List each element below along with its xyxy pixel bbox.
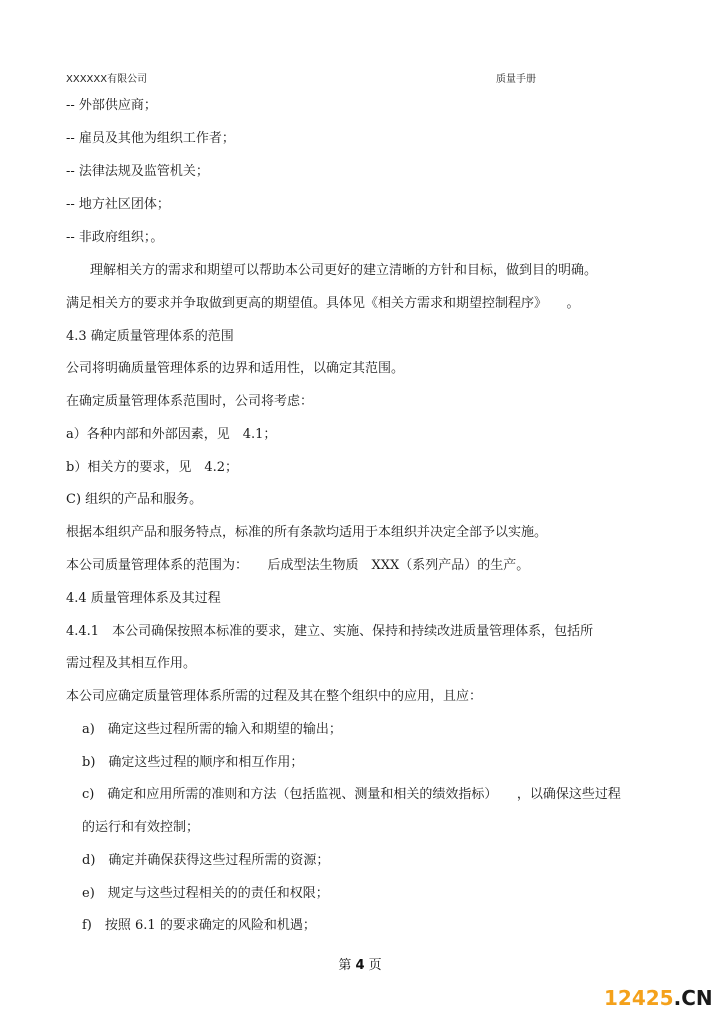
list-item: b) 确定这些过程的顺序和相互作用；: [82, 755, 304, 770]
text-line: -- 外部供应商；: [66, 98, 157, 113]
page-number-suffix: 页: [364, 958, 382, 973]
list-item: a) 确定这些过程所需的输入和期望的输出；: [82, 722, 342, 737]
text-line: 4.4.1 本公司确保按照本标准的要求，建立、实施、保持和持续改进质量管理体系，包括所: [66, 624, 594, 639]
list-item: d) 确定并确保获得这些过程所需的资源；: [82, 853, 330, 868]
page-number: [0, 954, 720, 973]
text-line: 满足相关方的要求并争取做到更高的期望值。具体见《相关方需求和期望控制程序》 。: [66, 296, 580, 311]
text-line: -- 地方社区团体；: [66, 197, 170, 212]
page-number-prefix: 第: [338, 958, 356, 973]
page-number-value: 4: [355, 958, 365, 973]
watermark-dot: .: [673, 986, 682, 1010]
watermark-logo: [604, 986, 713, 1010]
list-item: C) 组织的产品和服务。: [66, 492, 203, 507]
section-heading: 4.4 质量管理体系及其过程: [66, 591, 221, 606]
text-line: 理解相关方的需求和期望可以帮助本公司更好的建立清晰的方针和目标，做到目的明确。: [90, 263, 598, 278]
watermark-tld: CN: [681, 986, 713, 1010]
header-company: XXXXXX有限公司: [66, 74, 148, 85]
text-line: 在确定质量管理体系范围时，公司将考虑：: [66, 394, 314, 409]
text-line: -- 非政府组织；。: [66, 230, 164, 245]
text-line: 根据本组织产品和服务特点，标准的所有条款均适用于本组织并决定全部予以实施。: [66, 525, 548, 540]
list-item: b）相关方的要求，见 4.2；: [66, 460, 238, 475]
watermark-digits: 12425: [604, 986, 674, 1010]
list-item: e) 规定与这些过程相关的的责任和权限；: [82, 886, 329, 901]
header-title: 质量手册: [496, 74, 536, 85]
text-line: 需过程及其相互作用。: [66, 656, 197, 671]
text-line: -- 法律法规及监管机关；: [66, 164, 209, 179]
list-item-continuation: 的运行和有效控制；: [82, 820, 200, 835]
list-item: c) 确定和应用所需的准则和方法（包括监视、测量和相关的绩效指标） ，以确保这些过程: [82, 787, 621, 802]
list-item: a）各种内部和外部因素，见 4.1；: [66, 427, 277, 442]
section-heading: 4.3 确定质量管理体系的范围: [66, 329, 234, 344]
text-line: 公司将明确质量管理体系的边界和适用性，以确定其范围。: [66, 361, 405, 376]
text-line: -- 雇员及其他为组织工作者；: [66, 131, 235, 146]
text-line: 本公司质量管理体系的范围为： 后成型法生物质 XXX（系列产品）的生产。: [66, 558, 530, 573]
list-item: f) 按照 6.1 的要求确定的风险和机遇；: [82, 918, 316, 933]
text-line: 本公司应确定质量管理体系所需的过程及其在整个组织中的应用，且应：: [66, 689, 483, 704]
